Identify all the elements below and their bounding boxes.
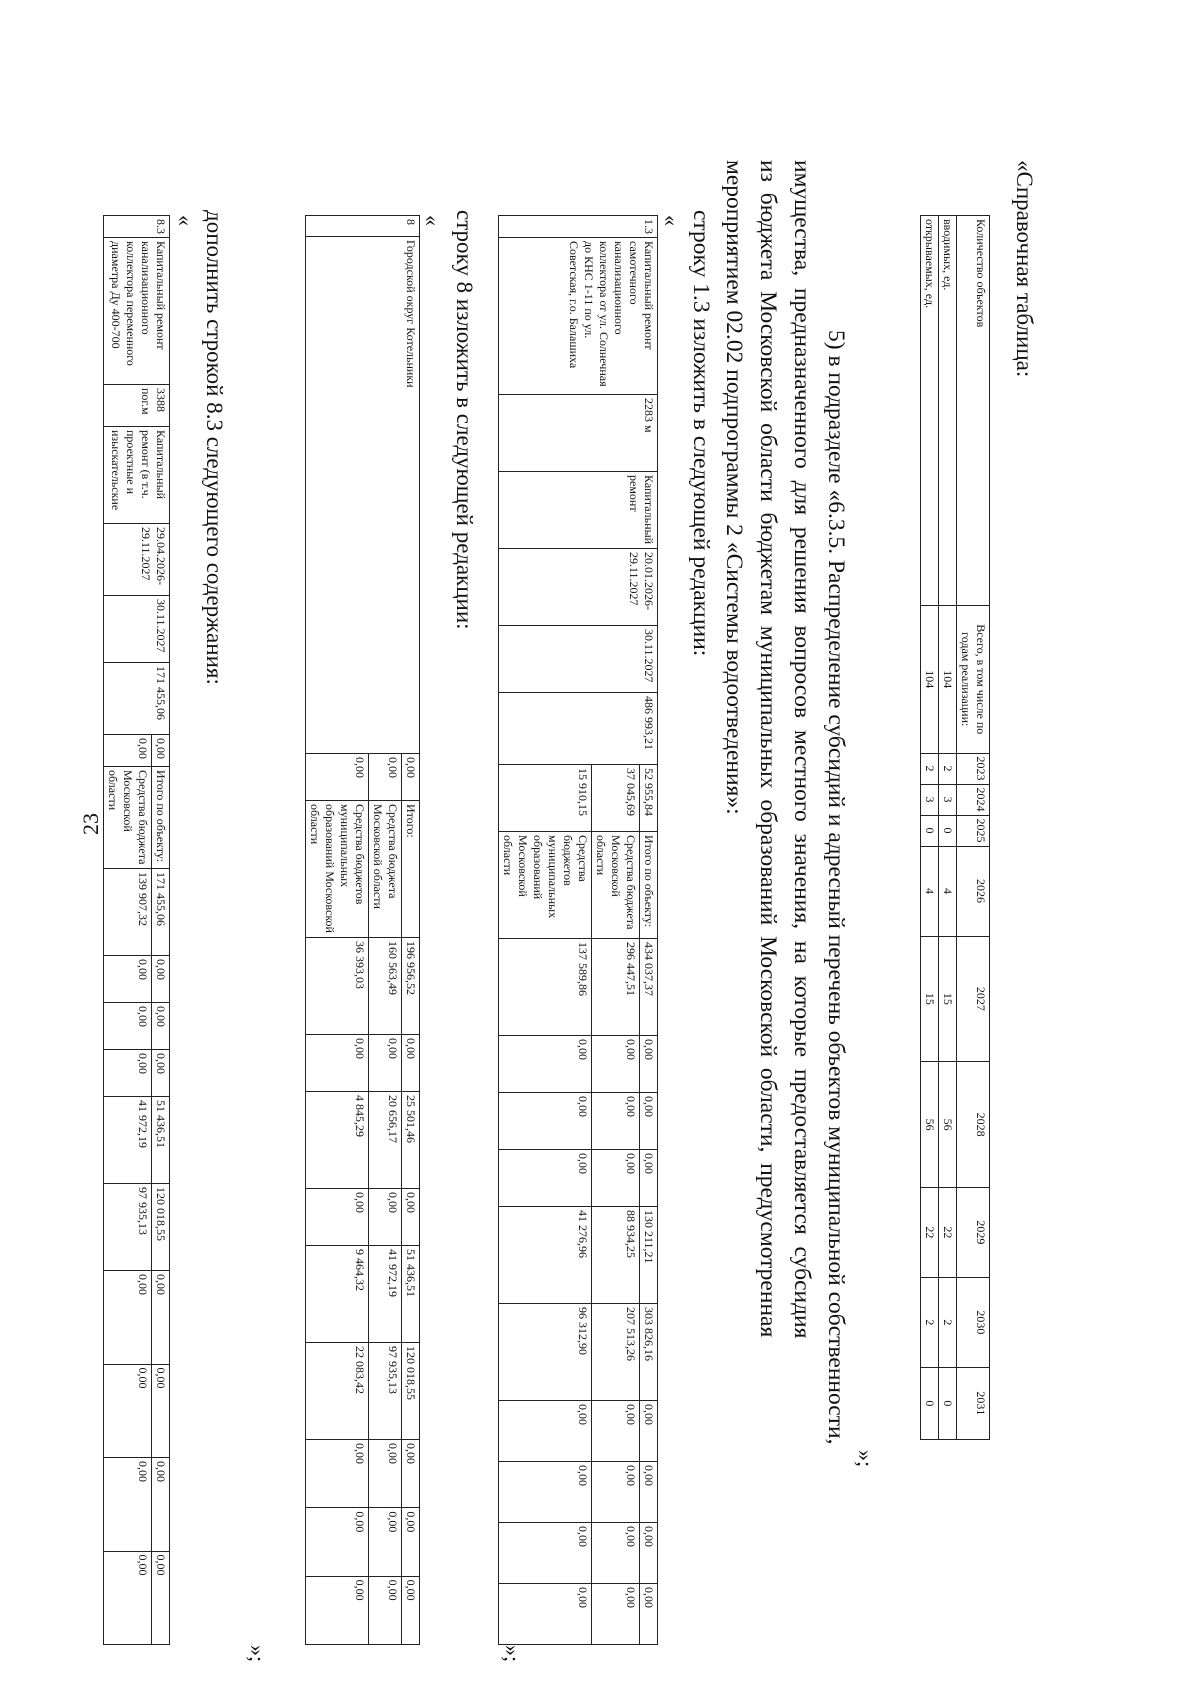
cell: 0,00 [402, 1508, 420, 1576]
cell: 0,00 [592, 1093, 640, 1150]
capacity: 2283 м [499, 395, 658, 472]
source: Итого по объекту: [640, 832, 658, 939]
para5-line5: строку 1.3 изложить в следующей редакции: [688, 210, 714, 657]
ref-year: 2025 [957, 815, 990, 846]
row8-heading: строку 8 изложить в следующей редакции: [452, 210, 477, 630]
para5-line3: из бюджета Московской области бюджетам муниципальных образований Московской области, предусмотренная [755, 160, 781, 1338]
ref-row-label: открываемых, ед. [921, 216, 939, 606]
cell: 9 464,32 [306, 1246, 369, 1343]
cell: 0,00 [104, 1271, 152, 1365]
cell: 36 393,03 [306, 938, 369, 1035]
cell: 0,00 [499, 1462, 592, 1523]
cell: 0,00 [640, 1462, 658, 1523]
cell: 96 312,90 [499, 1304, 592, 1401]
cell: 0,00 [306, 1189, 369, 1246]
ref-cell: 3 [939, 784, 957, 815]
source: Средства бюджетов муниципальных образований Московской области [306, 801, 369, 938]
cell: 0,00 [402, 1576, 420, 1644]
cell: 0,00 [402, 754, 420, 801]
cell: 0,00 [152, 1551, 170, 1645]
capacity: 3388 пог.м [104, 385, 170, 427]
ref-cell: 3 [921, 784, 939, 815]
ref-year: 2024 [957, 784, 990, 815]
ref-cell: 22 [921, 1187, 939, 1277]
cell: 0,00 [369, 1508, 402, 1576]
row83-heading: дополнить строкой 8.3 следующего содержания: [202, 210, 227, 685]
ref-row-label: вводимых, ед. [939, 216, 957, 606]
cell: 0,00 [104, 1458, 152, 1552]
ref-cell: 2 [939, 753, 957, 784]
total-cost: 171 455,06 [104, 663, 170, 735]
para5-line1: 5) в подразделе «6.3.5. Распределение субсидий и адресный перечень объектов муниципальной собственности, [823, 330, 849, 1445]
cell: 88 934,25 [592, 1207, 640, 1304]
ref-cell: 15 [921, 936, 939, 1062]
page-number: 23 [78, 813, 103, 835]
financed: 0,00 [152, 735, 170, 767]
cell: 0,00 [592, 1401, 640, 1462]
cell: 0,00 [640, 1401, 658, 1462]
cell: 22 083,42 [306, 1343, 369, 1440]
cell: 0,00 [104, 1050, 152, 1097]
ref-year: 2029 [957, 1187, 990, 1277]
cell: 0,00 [640, 1036, 658, 1093]
cell: 0,00 [306, 1508, 369, 1576]
object-name: Капитальный ремонт канализационного коллектора переменного диаметра Ду 400-700 [104, 238, 170, 385]
date: 30.11.2027 [499, 626, 658, 693]
ref-cell: 0 [921, 1367, 939, 1439]
cell: 0,00 [369, 1440, 402, 1508]
ref-cell: 0 [939, 815, 957, 846]
row-num: 8.3 [104, 216, 170, 238]
quote-open: « [659, 215, 684, 226]
ref-cell: 104 [921, 605, 939, 753]
cell: 0,00 [306, 1576, 369, 1644]
cell: 0,00 [640, 1093, 658, 1150]
ref-cell: 2 [921, 1277, 939, 1367]
total-cost: 486 993,21 [499, 693, 658, 765]
cell: 0,00 [152, 1003, 170, 1050]
work-type: Капитальный ремонт (в т.ч. проектные и изыскательские [104, 427, 170, 524]
cell: 0,00 [499, 1523, 592, 1584]
ref-cell: 22 [939, 1187, 957, 1277]
cell: 130 211,21 [640, 1207, 658, 1304]
object-name: Городской округ Котельники [306, 237, 420, 754]
cell: 0,00 [152, 1271, 170, 1365]
quote-open: « [173, 215, 198, 226]
cell: 0,00 [402, 1440, 420, 1508]
cell: 0,00 [592, 1462, 640, 1523]
ref-cell: 56 [939, 1062, 957, 1188]
cell: 20 656,17 [369, 1092, 402, 1189]
cell: 0,00 [640, 1584, 658, 1645]
cell: 0,00 [402, 1189, 420, 1246]
ref-cell: 4 [921, 846, 939, 936]
cell: 0,00 [152, 1458, 170, 1552]
cell: 0,00 [152, 1050, 170, 1097]
table-row [921, 216, 939, 1440]
source: Средства бюджета Московской области [369, 801, 402, 938]
source: Средства бюджетов муниципальных образований Московской области [499, 832, 592, 939]
object-name: Капитальный ремонт самотечного канализационного коллектора от ул. Солнечная до КНС 1-11 по ул. Советская, г.о. Балашиха [499, 238, 658, 395]
cell: 0,00 [592, 1523, 640, 1584]
table-row [402, 216, 420, 1645]
ref-table-title: «Справочная таблица: [1012, 160, 1037, 378]
cell: 0,00 [592, 1584, 640, 1645]
cell: 0,00 [640, 1523, 658, 1584]
cell: 0,00 [306, 1440, 369, 1508]
financed: 15 910,15 [499, 765, 592, 832]
cell: 0,00 [306, 754, 369, 801]
ref-year: 2031 [957, 1367, 990, 1439]
cell: 4 845,29 [306, 1092, 369, 1189]
cell: 0,00 [306, 1035, 369, 1092]
cell: 0,00 [592, 1150, 640, 1207]
ref-cell: 4 [939, 846, 957, 936]
ref-header-left: Количество объектов [957, 216, 990, 606]
cell: 97 935,13 [369, 1343, 402, 1440]
cell: 171 455,06 [152, 869, 170, 956]
table-row-8-3 [103, 215, 170, 1645]
cell: 0,00 [152, 956, 170, 1003]
cell: 0,00 [499, 1036, 592, 1093]
cell: 120 018,55 [152, 1184, 170, 1271]
cell: 0,00 [104, 1551, 152, 1645]
ref-year: 2023 [957, 753, 990, 784]
source: Средства бюджета Московской области [104, 767, 152, 869]
financed: 37 045,69 [592, 765, 640, 832]
cell: 0,00 [499, 1093, 592, 1150]
cell: 296 447,51 [592, 939, 640, 1036]
table-row-8 [305, 215, 420, 1645]
cell: 0,00 [369, 1189, 402, 1246]
work-type: Капитальный ремонт [499, 472, 658, 549]
cell: 0,00 [104, 1003, 152, 1050]
cell: 41 972,19 [369, 1246, 402, 1343]
ref-table [920, 215, 990, 1440]
source: Средства бюджета Московской области [592, 832, 640, 939]
ref-cell: 0 [939, 1367, 957, 1439]
table-row-1-3 [498, 215, 658, 1645]
cell: 0,00 [369, 754, 402, 801]
ref-cell: 104 [939, 605, 957, 753]
para5-line4: мероприятием 02.02 подпрограммы 2 «Системы водоотведения»: [721, 160, 747, 815]
cell: 0,00 [499, 1150, 592, 1207]
cell: 0,00 [369, 1576, 402, 1644]
ref-cell: 0 [921, 815, 939, 846]
source: Итого: [402, 801, 420, 938]
table8-closing: »; [245, 1645, 270, 1663]
cell: 97 935,13 [104, 1184, 152, 1271]
source: Итого по объекту: [152, 767, 170, 869]
ref-cell: 2 [921, 753, 939, 784]
cell: 0,00 [369, 1035, 402, 1092]
ref-cell: 2 [939, 1277, 957, 1367]
ref-cell: 15 [939, 936, 957, 1062]
cell: 0,00 [499, 1584, 592, 1645]
cell: 137 589,86 [499, 939, 592, 1036]
cell: 0,00 [402, 1035, 420, 1092]
table-row [939, 216, 957, 1440]
quote-open: « [420, 215, 445, 226]
cell: 0,00 [104, 956, 152, 1003]
cell: 0,00 [640, 1150, 658, 1207]
table13-closing: »; [500, 1645, 525, 1663]
ref-year: 2028 [957, 1062, 990, 1188]
ref-year: 2027 [957, 936, 990, 1062]
cell: 41 972,19 [104, 1097, 152, 1184]
date: 30.11.2027 [104, 596, 170, 663]
para5-line2: имущества, предназначенного для решения вопросов местного значения, на которые предоставляется субсидия [789, 160, 815, 1339]
cell: 0,00 [152, 1364, 170, 1458]
cell: 51 436,51 [402, 1246, 420, 1343]
period: 29.04.2026-29.11.2027 [104, 524, 170, 596]
financed: 0,00 [104, 735, 152, 767]
cell: 120 018,55 [402, 1343, 420, 1440]
cell: 51 436,51 [152, 1097, 170, 1184]
cell: 160 563,49 [369, 938, 402, 1035]
cell: 41 276,96 [499, 1207, 592, 1304]
ref-table-closing: »; [853, 1450, 878, 1468]
cell: 0,00 [592, 1036, 640, 1093]
ref-header-total: Всего, в том числе по годам реализации: [957, 605, 990, 753]
table-row [640, 216, 658, 1645]
period: 20.01.2026-29.11.2027 [499, 549, 658, 626]
cell: 139 907,32 [104, 869, 152, 956]
row-num: 1.3 [499, 216, 658, 238]
ref-year: 2030 [957, 1277, 990, 1367]
ref-year: 2026 [957, 846, 990, 936]
cell: 434 037,37 [640, 939, 658, 1036]
cell: 0,00 [499, 1401, 592, 1462]
cell: 0,00 [104, 1364, 152, 1458]
table-row [152, 216, 170, 1645]
cell: 25 501,46 [402, 1092, 420, 1189]
row-num: 8 [306, 216, 420, 237]
cell: 207 513,26 [592, 1304, 640, 1401]
ref-cell: 56 [921, 1062, 939, 1188]
cell: 196 956,52 [402, 938, 420, 1035]
financed: 52 955,84 [640, 765, 658, 832]
cell: 303 826,16 [640, 1304, 658, 1401]
